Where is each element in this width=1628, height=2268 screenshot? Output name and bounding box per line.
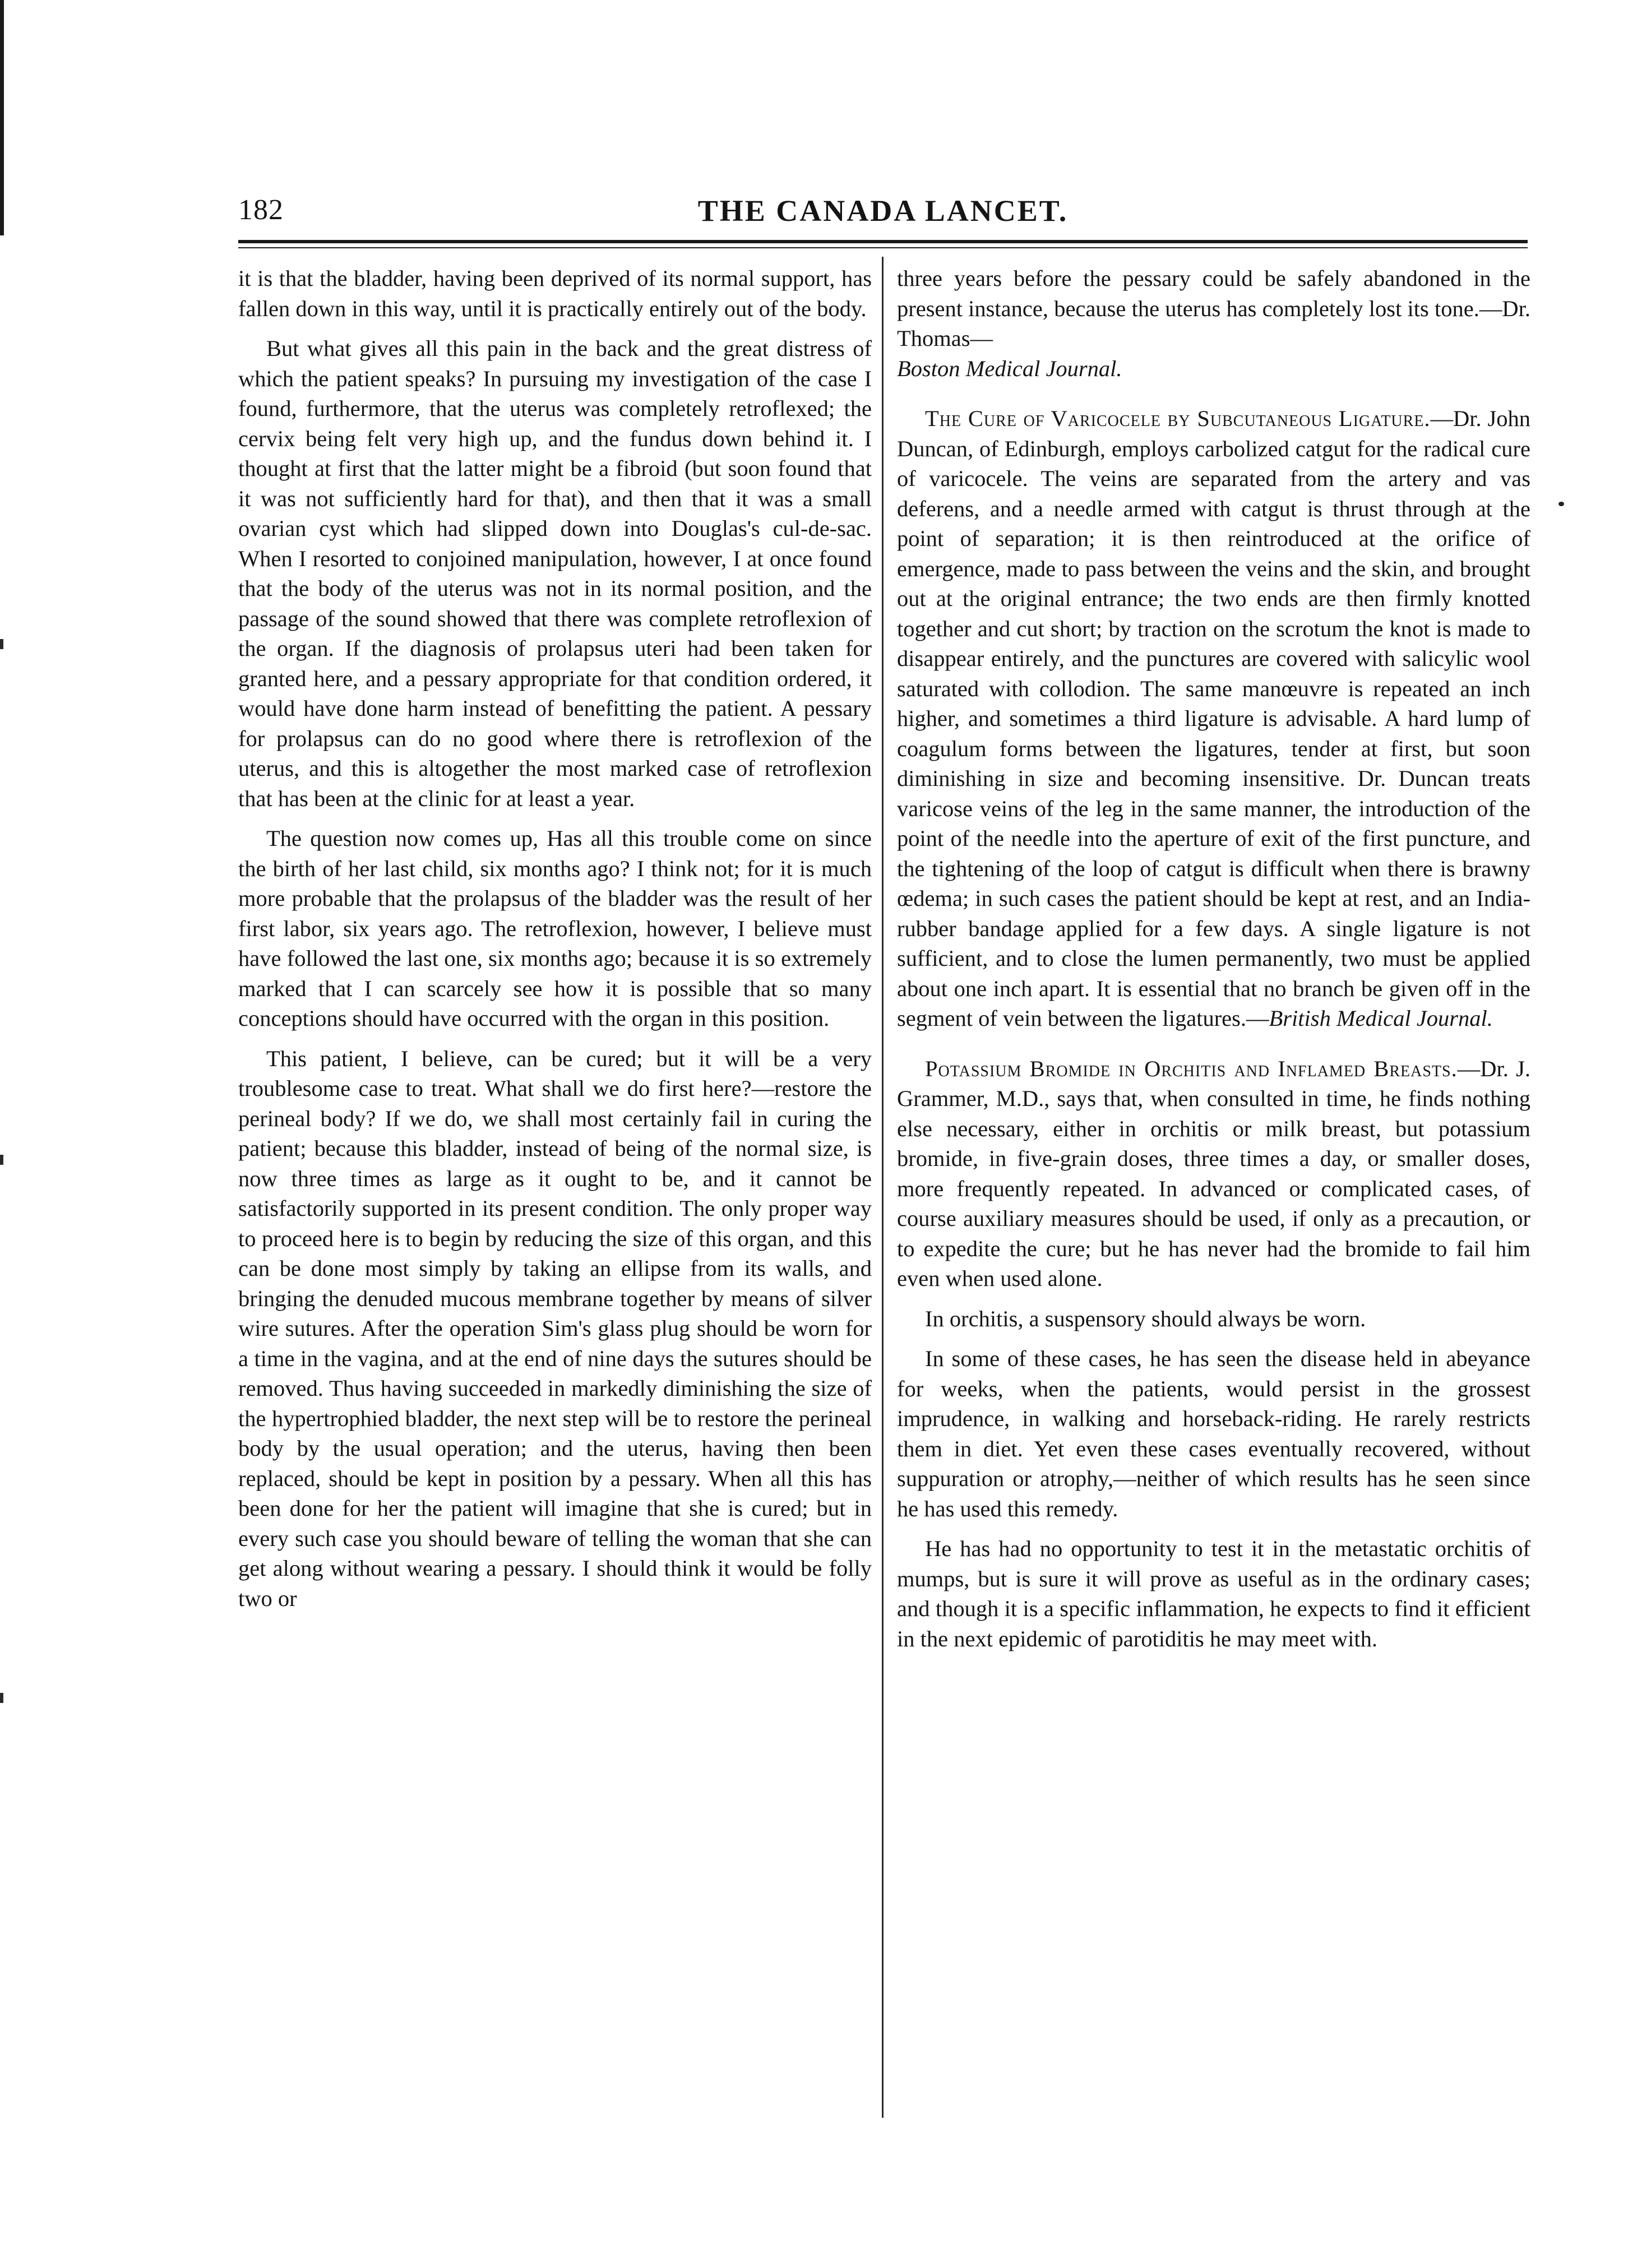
header-rule-thick: [238, 240, 1528, 243]
paragraph: The question now comes up, Has all this trouble come on since the birth of her last child, six months ago? I think not; for it is much more probable that the prolapsus of the bladder was the result of her first labor, six years ago. The retroflexion, however, I believe must have followed the last one, six months ago; because it is so extremely marked that I can scarcely see how it is possible that so many conceptions should have occurred with the organ in this position.: [238, 826, 872, 1031]
journal-title: THE CANADA LANCET.: [697, 194, 1069, 228]
citation: Boston Medical Journal.: [897, 355, 1122, 381]
article-potassium-bromide: [897, 1054, 1530, 1294]
article-text: —Dr. John Duncan, of Edinburgh, employs carbolized catgut for the radical cure of varicocele. The veins are separated from the artery and vas deferens, and a needle armed with catgut is thrust through at the point of separation; it is then reintroduced at the orifice of emergence, made to pass between the veins and the skin, and brought out at the original entrance; the two ends are then firmly knotted together and cut short; by traction on the scrotum the knot is made to disappear entirely, and the punctures are covered with salicylic wool saturated with collodion. The same manœuvre is repeated an inch higher, and sometimes a third ligature is advisable. A hard lump of coagulum forms between the ligatures, tender at first, but soon diminishing in size and becoming insensitive. Dr. Duncan treats varicose veins of the leg in the same manner, the introduction of the point of the needle into the aperture of exit of the first puncture, and the tightening of the loop of catgut is difficult when there is brawny œdema; in such cases the patient should be kept at rest, and an India-rubber bandage applied for a few days. A single ligature is not sufficient, and to close the lumen permanently, two must be applied about one inch apart. It is essential that no branch be given off in the segment of vein between the ligatures.—: [897, 406, 1530, 1031]
paragraph: This patient, I believe, can be cured; but it will be a very troublesome case to treat. What shall we do first here?—restore the perineal body? If we do, we shall most certainly fail in curing the patient; because this bladder, instead of being of the normal size, is now three times as large as it ought to be, and it cannot be satisfactorily supported in its present condition. The only proper way to proceed here is to begin by reducing the size of this organ, and this can be done most simply by taking an ellipse from its walls, and bringing the denuded mucous membrane together by means of silver wire sutures. After the operation Sim's glass plug should be worn for a time in the vagina, and at the end of nine days the sutures should be removed. Thus having succeeded in markedly diminishing the size of the hypertrophied bladder, the next step will be to restore the perineal body by the usual operation; and the uterus, having then been replaced, should be kept in position by a pessary. When all this has been done for her the patient will imagine that she is cured; but in every such case you should beware of telling the woman that she can get along without wearing a pessary. I should think it would be folly two or: [238, 1045, 872, 1611]
paragraph: In orchitis, a suspensory should always be worn.: [925, 1306, 1366, 1331]
article-varicocele: [897, 404, 1530, 1034]
paragraph-text: three years before the pessary could be safely abandoned in the present instance, because the uterus has completely lost its tone.—Dr. Thomas—: [897, 266, 1530, 351]
left-column: [238, 263, 872, 1613]
page-edge-mark: [0, 1693, 3, 1703]
article-text: —Dr. J. Grammer, M.D., says that, when consulted in time, he finds nothing else necessary, either in orchitis or milk breast, but potassium bromide, in five-grain doses, three times a day, or smaller doses, more frequently repeated. In advanced or complicated cases, of course auxiliary measures should be used, if only as a precaution, or to expedite the cure; but he has never had the bromide to fail him even when used alone.: [897, 1056, 1530, 1291]
page-edge-mark: [0, 639, 3, 649]
column-divider: [882, 257, 884, 2118]
paragraph-continued: [897, 263, 1530, 383]
right-column: [897, 263, 1530, 1654]
header-rule-thin: [238, 247, 1528, 248]
ink-speck: [1558, 502, 1564, 506]
paragraph: But what gives all this pain in the back and the great distress of which the patient speaks? In pursuing my investigation of the case I found, furthermore, that the uterus was completely retroflexed; the cervix being felt very high up, and the fundus down behind it. I thought at first that the latter might be a fibroid (but soon found that it was not sufficiently hard for that), and then that it was a small ovarian cyst which had slipped down into Douglas's cul-de-sac. When I resorted to conjoined manipulation, however, I at once found that the body of the uterus was not in its normal position, and the passage of the sound showed that there was complete retroflexion of the organ. If the diagnosis of prolapsus uteri had been taken for granted here, and a pessary appropriate for that condition ordered, it would have done harm instead of benefitting the patient. A pessary for prolapsus can do no good where there is retroflexion of the uterus, and this is altogether the most marked case of retroflexion that has been at the clinic for at least a year.: [238, 336, 872, 811]
page-edge-mark: [0, 1155, 3, 1165]
paragraph: In some of these cases, he has seen the disease held in abeyance for weeks, when the patients, would persist in the grossest imprudence, in walking and horseback-riding. He rarely restricts them in diet. Yet even these cases eventually recovered, without suppuration or atrophy,—neither of which results has he seen since he has used this remedy.: [897, 1346, 1530, 1521]
paragraph: He has had no opportunity to test it in the metastatic orchitis of mumps, but is sure it will prove as useful as in the ordinary cases; and though it is a specific inflammation, he expects to find it efficient in the next epidemic of parotiditis he may meet with.: [897, 1536, 1530, 1651]
running-header: [238, 188, 1528, 238]
article-heading: Potassium Bromide in Orchitis and Inflamed Breasts.: [925, 1056, 1458, 1081]
citation: British Medical Journal.: [1269, 1006, 1493, 1031]
page-edge-line: [0, 0, 4, 235]
page-number: 182: [238, 194, 284, 226]
paragraph: it is that the bladder, having been deprived of its normal support, has fallen down in this way, until it is practically entirely out of the body.: [238, 266, 872, 321]
article-heading: The Cure of Varicocele by Subcutaneous Ligature.: [925, 406, 1431, 431]
